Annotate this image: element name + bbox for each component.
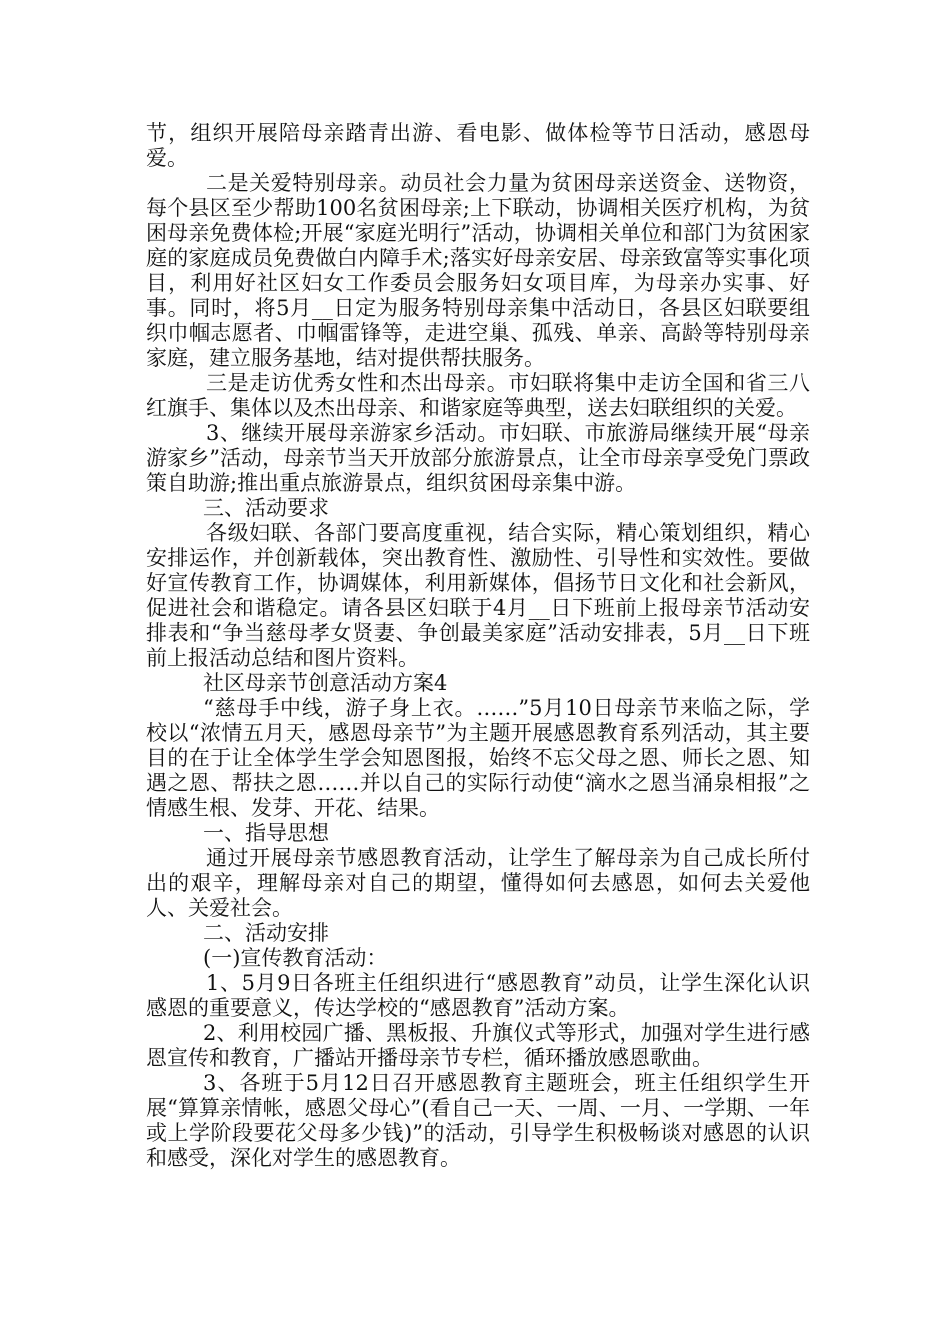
section-heading: 三、活动要求 — [203, 496, 329, 520]
subsection-heading: (一)宣传教育活动： — [203, 946, 388, 970]
paragraph: 二是关爱特别母亲。动员社会力量为贫困母亲送资金、送物资，每个县区至少帮助100名贫困母亲;上下联动，协调相关医疗机构，为贫困母亲免费体检;开展“家庭光明行”活动，协调相关单位和部门为贫困家庭的家庭成员免费做白内障手术;落实好母亲安居、母亲致富等实事化项目，利用好社区妇女工作委员会服务妇女项目库，为母亲办实事、好事。同时，将5月__日定为服务特别母亲集中活动日，各县区妇联要组织巾帼志愿者、巾帼雷锋等，走进空巢、孤残、单亲、高龄等特别母亲家庭，建立服务基地，结对提供帮扶服务。 — [146, 171, 810, 370]
list-item: 3、各班于5月12日召开感恩教育主题班会，班主任组织学生开展“算算亲情帐，感恩父母心”(看自己一天、一周、一月、一学期、一年或上学阶段要花父母多少钱)”的活动，引导学生积极畅谈对感恩的认识和感受，深化对学生的感恩教育。 — [146, 1071, 810, 1170]
list-item: 2、利用校园广播、黑板报、升旗仪式等形式，加强对学生进行感恩宣传和教育，广播站开播母亲节专栏，循环播放感恩歌曲。 — [146, 1021, 810, 1070]
paragraph: 通过开展母亲节感恩教育活动，让学生了解母亲为自己成长所付出的艰辛，理解母亲对自己的期望，懂得如何去感恩，如何去关爱他人、关爱社会。 — [146, 846, 810, 920]
section-heading: 一、指导思想 — [203, 821, 329, 845]
list-item: 1、5月9日各班主任组织进行“感恩教育”动员，让学生深化认识感恩的重要意义，传达学校的“感恩教育”活动方案。 — [146, 971, 810, 1020]
document-subtitle: 社区母亲节创意活动方案4 — [203, 671, 448, 695]
document-body — [146, 121, 810, 1171]
paragraph: 三是走访优秀女性和杰出母亲。市妇联将集中走访全国和省三八红旗手、集体以及杰出母亲、和谐家庭等典型，送去妇联组织的关爱。 — [146, 371, 810, 420]
section-heading: 二、活动安排 — [203, 921, 329, 945]
paragraph: “慈母手中线，游子身上衣。……”5月10日母亲节来临之际，学校以“浓情五月天，感恩母亲节”为主题开展感恩教育系列活动，其主要目的在于让全体学生学会知恩图报，始终不忘父母之恩、师长之恩、知遇之恩、帮扶之恩……并以自己的实际行动使“滴水之恩当涌泉相报”之情感生根、发芽、开花、结果。 — [146, 696, 810, 820]
paragraph: 3、继续开展母亲游家乡活动。市妇联、市旅游局继续开展“母亲游家乡”活动，母亲节当天开放部分旅游景点，让全市母亲享受免门票政策自助游;推出重点旅游景点，组织贫困母亲集中游。 — [146, 421, 810, 495]
paragraph: 各级妇联、各部门要高度重视，结合实际，精心策划组织，精心安排运作，并创新载体，突出教育性、激励性、引导性和实效性。要做好宣传教育工作，协调媒体，利用新媒体，倡扬节日文化和社会新风，促进社会和谐稳定。请各县区妇联于4月__日下班前上报母亲节活动安排表和“争当慈母孝女贤妻、争创最美家庭”活动安排表，5月__日下班前上报活动总结和图片资料。 — [146, 521, 810, 670]
paragraph: 节，组织开展陪母亲踏青出游、看电影、做体检等节日活动，感恩母爱。 — [146, 121, 810, 170]
